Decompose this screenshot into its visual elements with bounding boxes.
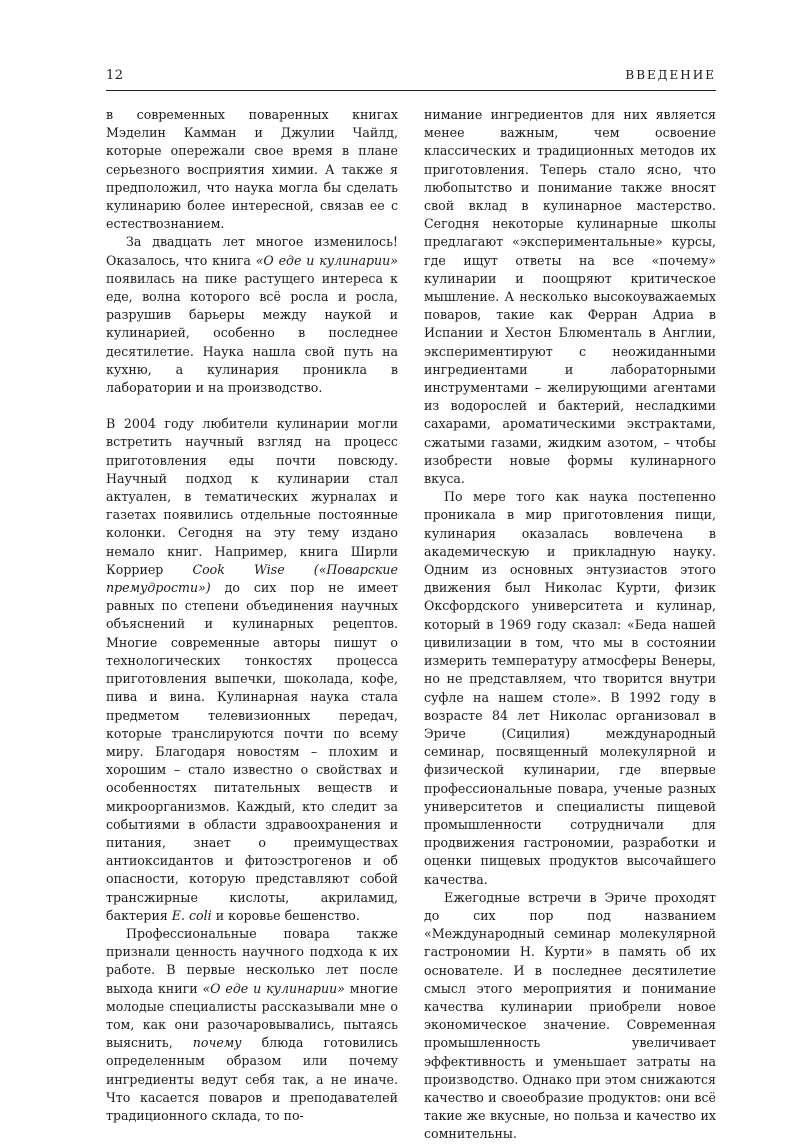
left-column [106, 106, 398, 1125]
paragraph: За двадцать лет многое изменилось! Оказалось, что книга «О еде и кулинарии» появилась на пике растущего интереса к еде, волна которого всё росла и росла, разрушив барьеры между наукой и кулинарией, особенно в последнее десятилетие. Наука нашла свой путь на кухню, а кулинария проникла в лаборатории и на производство. [106, 234, 398, 396]
book-page [106, 68, 716, 1142]
paragraph: В 2004 году любители кулинарии могли встретить научный взгляд на процесс приготовления еды почти повсюду. Научный подход к кулинарии стал актуален, в тематических журналах и газетах появились отдельные постоянные колонки. Сегодня на эту тему издано немало книг. Например, книга Ширли Корриер Cook Wise («Поварские премудрости») до сих пор не имеет равных по степени объединения научных объяснений и кулинарных рецептов. Многие современные авторы пишут о технологических тонкостях процесса приготовления выпечки, шоколада, кофе, пива и вина. Кулинарная наука стала предметом телевизионных передач, которые транслируются почти по всему миру. Благодаря новостям – плохим и хорошим – стало известно о свойствах и особенностях питательных веществ и микроорганизмов. Каждый, кто следит за событиями в области здравоохранения и питания, знает о преимуществах антиоксидантов и фитоэстрогенов и об опасности, которую представляют собой трансжирные кислоты, акриламид, бактерия E. coli и коровье бешенство. [106, 416, 398, 923]
paragraph: нимание ингредиентов для них является менее важным, чем освоение классических и традиционных методов их приготовления. Теперь стало ясно, что любопытство и понимание также вносят свой вклад в кулинарное мастерство. Сегодня некоторые кулинарные школы предлагают «экспериментальные» курсы, где ищут ответы на все «почему» кулинарии и поощряют критическое мышление. А несколько высокоуважаемых поваров, такие как Ферран Адриа в Испании и Хестон Блюменталь в Англии, экспериментируют с неожиданными ингредиентами и лабораторными инструментами – желирующими агентами из водорослей и бактерий, несладкими сахарами, ароматическими экстрактами, сжатыми газами, жидким азотом, – чтобы изобрести новые формы кулинарного вкуса. [424, 107, 716, 487]
paragraph: Профессиональные повара также признали ценность научного подхода к их работе. В первые несколько лет после выхода книги «О еде и кулинарии» многие молодые специалисты рассказывали мне о том, как они разочаровывались, пытаясь выяснить, почему блюда готовились определенным образом или почему ингредиенты ведут себя так, а не иначе. Что касается поваров и преподавателей традиционного склада, то по- [106, 925, 398, 1123]
paragraph: Ежегодные встречи в Эриче проходят до сих пор под названием «Международный семинар молекулярной гастрономии Н. Курти» в память об их основателе. И в последнее десятилетие смысл этого мероприятия и понимание качества кулинарии приобрели новое экономическое значение. Современная промышленность увеличивает эффективность и уменьшает затраты на производство. Однако при этом снижаются качество и своеобразие продуктов: они всё такие же вкусные, но польза и качество их сомнительны. [424, 889, 716, 1142]
page-number: 12 [106, 68, 124, 83]
right-column [424, 106, 716, 1144]
page-header [106, 68, 716, 91]
running-title: ВВЕДЕНИЕ [625, 68, 716, 82]
paragraph: По мере того как наука постепенно проникала в мир приготовления пищи, кулинария оказалась вовлечена в академическую и прикладную науку. Одним из основных энтузиастов этого движения был Николас Курти, физик Оксфордского университета и кулинар, который в 1969 году сказал: «Беда нашей цивилизации в том, что мы в состоянии измерить температуру атмосферы Венеры, но не представляем, что творится внутри суфле на нашем столе». В 1992 году в возрасте 84 лет Николас организовал в Эриче (Сицилия) международный семинар, посвященный молекулярной и физической кулинарии, где впервые профессиональные повара, ученые разных университетов и специалисты пищевой промышленности сотрудничали для продвижения гастрономии, разработки и оценки пищевых продуктов высочайшего качества. [424, 489, 716, 887]
paragraph: в современных поваренных книгах Мэделин Камман и Джулии Чайлд, которые опережали свое время в плане серьезного восприятия химии. А также я предположил, что наука могла бы сделать кулинарию более интересной, связав ее с естествознанием. [106, 107, 398, 232]
